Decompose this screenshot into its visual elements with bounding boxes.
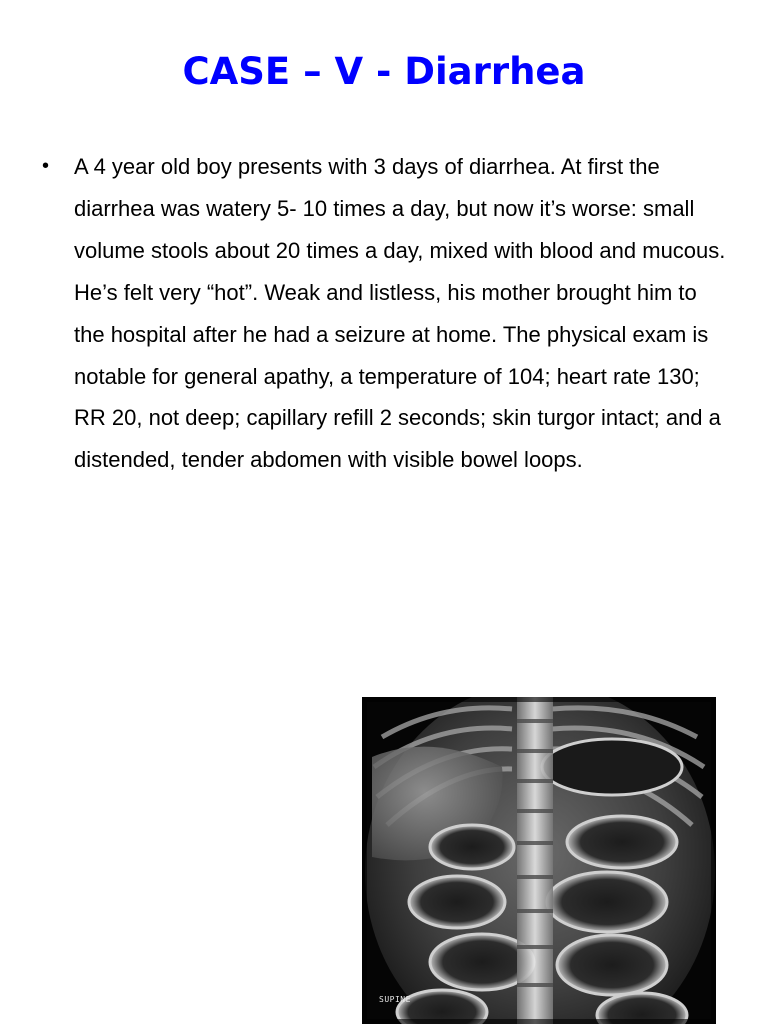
abdominal-xray-image <box>362 697 716 1024</box>
bullet-text: A 4 year old boy presents with 3 days of diarrhea. At first the diarrhea was watery 5- 10 times a day, but now it’s worse: small volume stools about 20 times a day, mixed with blood and mucous. He’s felt very “hot”. Weak and listless, his mother brought him to the hospital after he had a seizure at home. The physical exam is notable for general apathy, a temperature of 104; heart rate 130; RR 20, not deep; capillary refill 2 seconds; skin turgor intact; and a distended, tender abdomen with visible bowel loops. <box>74 154 726 473</box>
xray-graphic <box>362 697 716 1024</box>
xray-label: SUPINE <box>379 995 411 1004</box>
slide-title: CASE – V - Diarrhea <box>182 50 586 93</box>
bullet-icon: • <box>42 155 50 177</box>
bullet-list <box>40 146 730 481</box>
bullet-item <box>40 146 730 481</box>
